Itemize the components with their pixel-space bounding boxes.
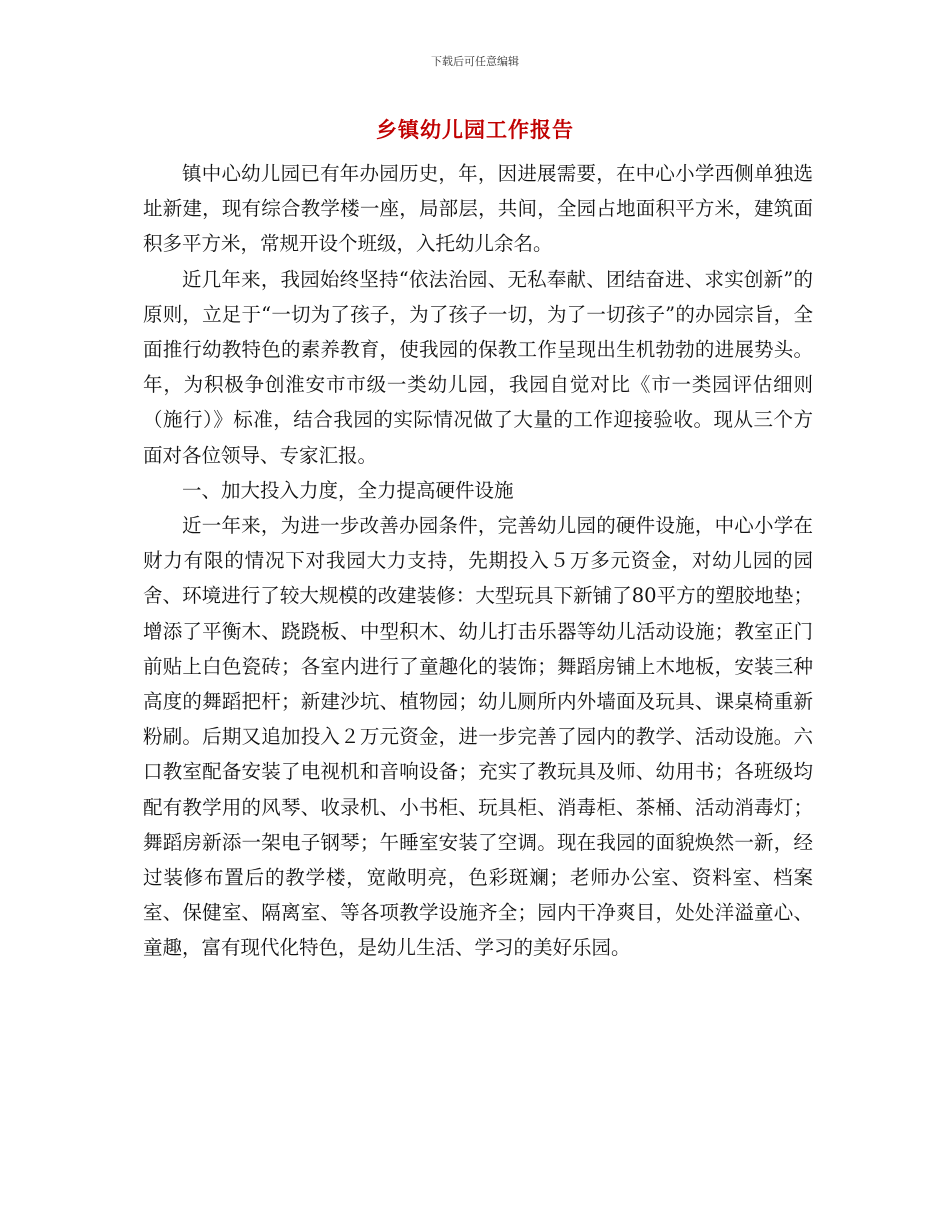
paragraph-facilities: 近一年来，为进一步改善办园条件，完善幼儿园的硬件设施，中心小学在财力有限的情况下对我园大力支持，先期投入５万多元资金，对幼儿园的园舍、环境进行了较大规模的改建装修：大型玩具下新铺了80平方的塑胶地垫；增添了平衡木、跷跷板、中型积木、幼儿打击乐器等幼儿活动设施；教室正门前贴上白色瓷砖；各室内进行了童趣化的装饰；舞蹈房铺上木地板，安装三种高度的舞蹈把杆；新建沙坑、植物园；幼儿厕所内外墙面及玩具、课桌椅重新粉刷。后期又追加投入２万元资金，进一步完善了园内的教学、活动设施。六口教室配备安装了电视机和音响设备；充实了教玩具及师、幼用书；各班级均配有教学用的风琴、收录机、小书柜、玩具柜、消毒柜、茶桶、活动消毒灯；舞蹈房新添一架电子钢琴；午睡室安装了空调。现在我园的面貌焕然一新，经过装修布置后的教学楼，宽敞明亮，色彩斑斓；老师办公室、资料室、档案室、保健室、隔离室、等各项教学设施齐全；园内干净爽目，处处洋溢童心、童趣，富有现代化特色，是幼儿生活、学习的美好乐园。: [143, 514, 813, 960]
document-title: 乡镇幼儿园工作报告: [376, 118, 574, 142]
paragraph-principles: 近几年来，我园始终坚持“依法治园、无私奉献、团结奋进、求实创新”的原则，立足于“一切为了孩子，为了孩子一切，为了一切孩子”的办园宗旨，全面推行幼教特色的素养教育，使我园的保教工作呈现出生机勃勃的进展势头。年，为积极争创淮安市市级一类幼儿园，我园自觉对比《市一类园评估细则（施行）》标准，结合我园的实际情况做了大量的工作迎接验收。现从三个方面对各位领导、专家汇报。: [143, 267, 813, 467]
document-body: [143, 156, 813, 966]
paragraph-intro: 镇中心幼儿园已有年办园历史，年，因进展需要，在中心小学西侧单独选址新建，现有综合教学楼一座，局部层，共间，全园占地面积平方米，建筑面积多平方米，常规开设个班级，入托幼儿余名。: [143, 162, 813, 256]
section-heading-1: 一、加大投入力度，全力提高硬件设施: [182, 478, 514, 502]
header-note: 下载后可任意编辑: [431, 55, 519, 68]
